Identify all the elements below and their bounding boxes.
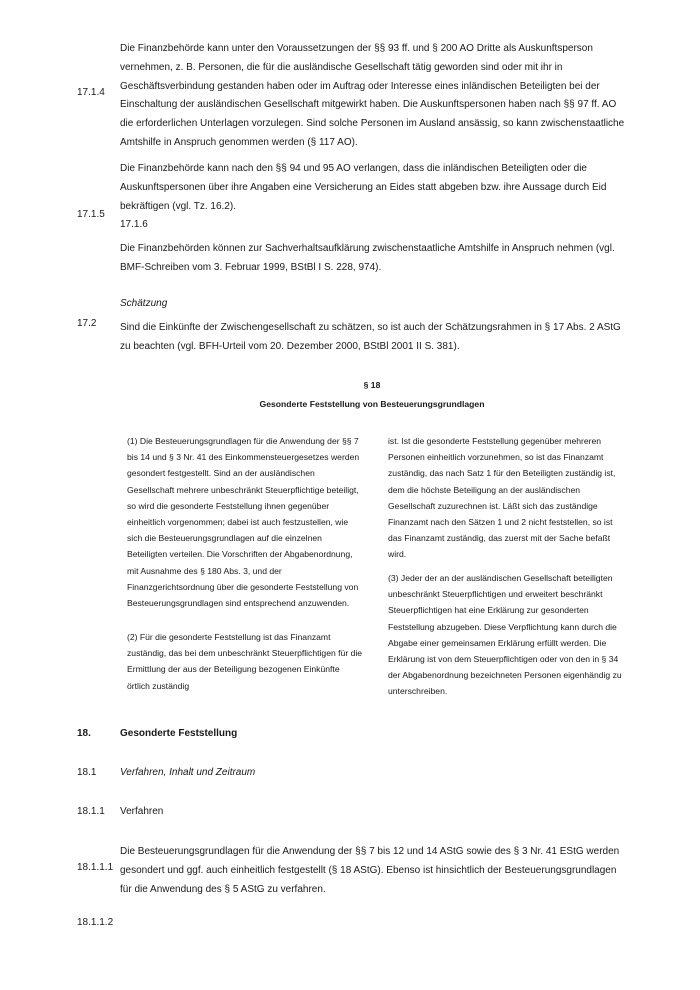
section-number-17-1-5: 17.1.5 bbox=[77, 209, 105, 220]
section-title-18-1: Verfahren, Inhalt und Zeitraum bbox=[120, 767, 256, 778]
paragraph-17-1-4: Die Finanzbehörde kann unter den Voraussetzungen der §§ 93 ff. und § 200 AO Dritte als Auskunftsperson vernehmen, z. B. Personen, die für die ausländische Gesellschaft tätig geworden sind oder mit ihr in Geschäftsverbindung gestanden haben oder im Auftrag oder Interesse eines inländischen Beteiligten bei der Einschaltung der ausländischen Gesellschaft mitgewirkt haben. Die Auskunftspersonen haben nach §§ 97 ff. AO die erforderlichen Unterlagen vorzulegen. Sind solche Personen im Ausland ansässig, so kann zwischenstaatliche Amtshilfe in Anspruch genommen werden (§ 117 AO). bbox=[120, 43, 625, 148]
section-title-18-1-1: Verfahren bbox=[120, 806, 164, 817]
section-number-18-1-1-1: 18.1.1.1 bbox=[77, 862, 114, 873]
section-number-17-1-4: 17.1.4 bbox=[77, 87, 105, 98]
section-number-18-1-1-2: 18.1.1.2 bbox=[77, 917, 114, 928]
law-section-number: § 18 bbox=[363, 380, 381, 390]
paragraph-17-1-5: Die Finanzbehörde kann nach den §§ 94 und 95 AO verlangen, dass die inländischen Beteiligten oder die Auskunftspersonen über ihre Angaben eine Versicherung an Eides statt abgeben bzw. ihre Aussage durch Eid bekräftigen (vgl. Tz. 16.2). bbox=[120, 163, 607, 212]
section-title-18: Gesonderte Feststellung bbox=[120, 728, 238, 739]
law-paragraph-1: (1) Die Besteuerungsgrundlagen für die Anwendung der §§ 7 bis 14 und § 3 Nr. 41 des Einkommensteuergesetzes werden gesondert festgestellt. Sind an der ausländischen Gesellschaft mehrere unbeschränkt Steuerpflichtige beteiligt, so wird die gesonderte Feststellung ihnen gegenüber einheitlich vorgenommen; dabei ist auch festzustellen, wie sich die Besteuerungsgrundlagen auf die einzelnen Beteiligten verteilen. Die Vorschriften der Abgabenordnung, mit Ausnahme des § 180 Abs. 3, und der Finanzgerichtsordnung über die gesonderte Feststellung von Besteuerungsgrundlagen sind entsprechend anzuwenden. bbox=[127, 436, 360, 609]
law-section-title: Gesonderte Feststellung von Besteuerungsgrundlagen bbox=[259, 399, 485, 409]
law-paragraph-2-continued: ist. Ist die gesonderte Feststellung gegenüber mehreren Personen einheitlich vorzunehmen, so ist das Finanzamt zuständig, das nach Satz 1 für den Beteiligten zuständig ist, dem die höchste Beteiligung an der ausländischen Gesellschaft zuzurechnen ist. Läßt sich das zuständige Finanzamt nach den Sätzen 1 und 2 nicht feststellen, so ist das Finanzamt zuständig, das zuerst mit der Sache befaßt wird. bbox=[388, 436, 616, 560]
paragraph-17-1-6: Die Finanzbehörden können zur Sachverhaltsaufklärung zwischenstaatliche Amtshilfe in Anspruch nehmen (vgl. BMF-Schreiben vom 3. Februar 1999, BStBl I S. 228, 974). bbox=[120, 243, 615, 273]
section-number-17-1-6: 17.1.6 bbox=[120, 219, 148, 230]
section-number-17-2: 17.2 bbox=[77, 318, 97, 329]
section-number-18-1-1: 18.1.1 bbox=[77, 806, 105, 817]
paragraph-17-2: Sind die Einkünfte der Zwischengesellschaft zu schätzen, so ist auch der Schätzungsrahmen in § 17 Abs. 2 AStG zu beachten (vgl. BFH-Urteil vom 20. Dezember 2000, BStBl 2001 II S. 381). bbox=[120, 322, 621, 352]
law-paragraph-3: (3) Jeder der an der ausländischen Gesellschaft beteiligten unbeschränkt Steuerpflichtigen und erweitert beschränkt Steuerpflichtigen hat eine Erklärung zur gesonderten Feststellung abzugeben. Diese Verpflichtung kann durch die Abgabe einer gemeinsamen Erklärung erfüllt werden. Die Erklärung ist von dem Steuerpflichtigen oder von den in § 34 der Abgabenordnung bezeichneten Personen eigenhändig zu unterschreiben. bbox=[388, 573, 622, 697]
heading-schaetzung: Schätzung bbox=[120, 298, 168, 309]
paragraph-18-1-1-1: Die Besteuerungsgrundlagen für die Anwendung der §§ 7 bis 12 und 14 AStG sowie des § 3 Nr. 41 EStG werden gesondert und ggf. auch einheitlich festgestellt (§ 18 AStG). Ebenso ist hinsichtlich der Besteuerungsgrundlagen für die Anwendung des § 5 AStG zu verfahren. bbox=[120, 846, 620, 895]
law-paragraph-2: (2) Für die gesonderte Feststellung ist das Finanzamt zuständig, das bei dem unbeschränkt Steuerpflichtigen für die Ermittlung der aus der Beteiligung bezogenen Einkünfte örtlich zuständig bbox=[127, 632, 363, 691]
section-number-18-1: 18.1 bbox=[77, 767, 97, 778]
section-number-18: 18. bbox=[77, 728, 91, 739]
